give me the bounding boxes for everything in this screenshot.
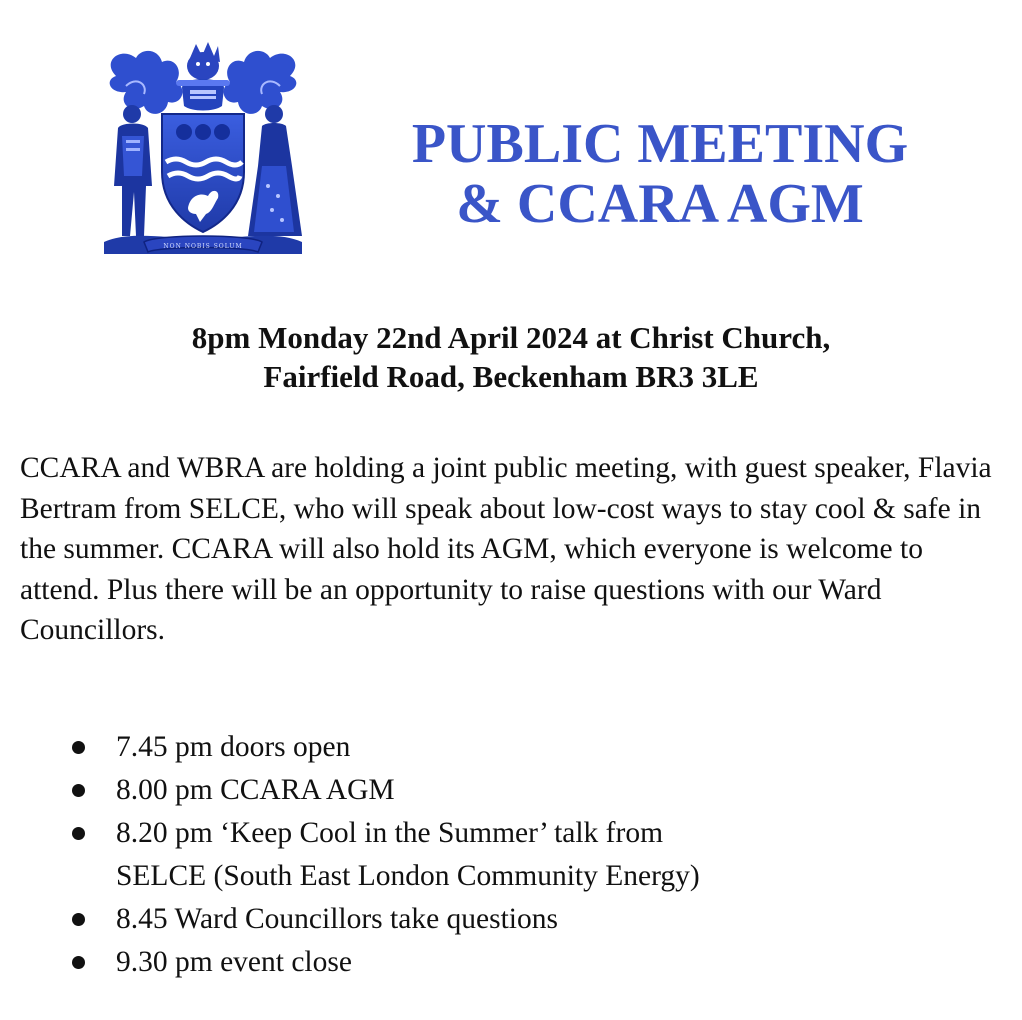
bullet-icon bbox=[72, 741, 85, 754]
bullet-icon bbox=[72, 913, 85, 926]
page-title bbox=[330, 114, 990, 234]
title-line-1: PUBLIC MEETING bbox=[411, 113, 909, 175]
meeting-location-line: Fairfield Road, Beckenham BR3 3LE bbox=[263, 359, 759, 394]
bullet-icon bbox=[72, 827, 85, 840]
schedule-item bbox=[68, 769, 968, 812]
meeting-date-location bbox=[0, 318, 1022, 396]
schedule-item-text: 7.45 pm doors open bbox=[116, 731, 351, 763]
coat-of-arms-icon bbox=[96, 36, 310, 264]
schedule-item bbox=[68, 898, 968, 941]
svg-text:NON NOBIS SOLUM: NON NOBIS SOLUM bbox=[163, 243, 243, 250]
schedule-item-text: 8.20 pm ‘Keep Cool in the Summer’ talk from bbox=[116, 817, 664, 849]
schedule-item bbox=[68, 812, 968, 898]
schedule-item bbox=[68, 941, 968, 984]
bullet-icon bbox=[72, 956, 85, 969]
schedule-item-text: 9.30 pm event close bbox=[116, 946, 352, 978]
schedule-item-text: 8.45 Ward Councillors take questions bbox=[116, 903, 558, 935]
schedule-item bbox=[68, 726, 968, 769]
intro-paragraph: CCARA and WBRA are holding a joint public meeting, with guest speaker, Flavia Bertram from SELCE, who will speak about low-cost ways to stay cool & safe in the summer. CCARA will also hold its AGM, which everyone is welcome to attend. Plus there will be an opportunity to raise questions with our Ward Councillors. bbox=[20, 452, 992, 646]
meeting-date-line: 8pm Monday 22nd April 2024 at Christ Church, bbox=[191, 320, 831, 355]
schedule-item-text: 8.00 pm CCARA AGM bbox=[116, 774, 395, 806]
schedule-list bbox=[68, 726, 968, 984]
title-line-2: & CCARA AGM bbox=[456, 173, 864, 235]
schedule-item-text-continued: SELCE (South East London Community Energy) bbox=[116, 860, 700, 892]
bullet-icon bbox=[72, 784, 85, 797]
